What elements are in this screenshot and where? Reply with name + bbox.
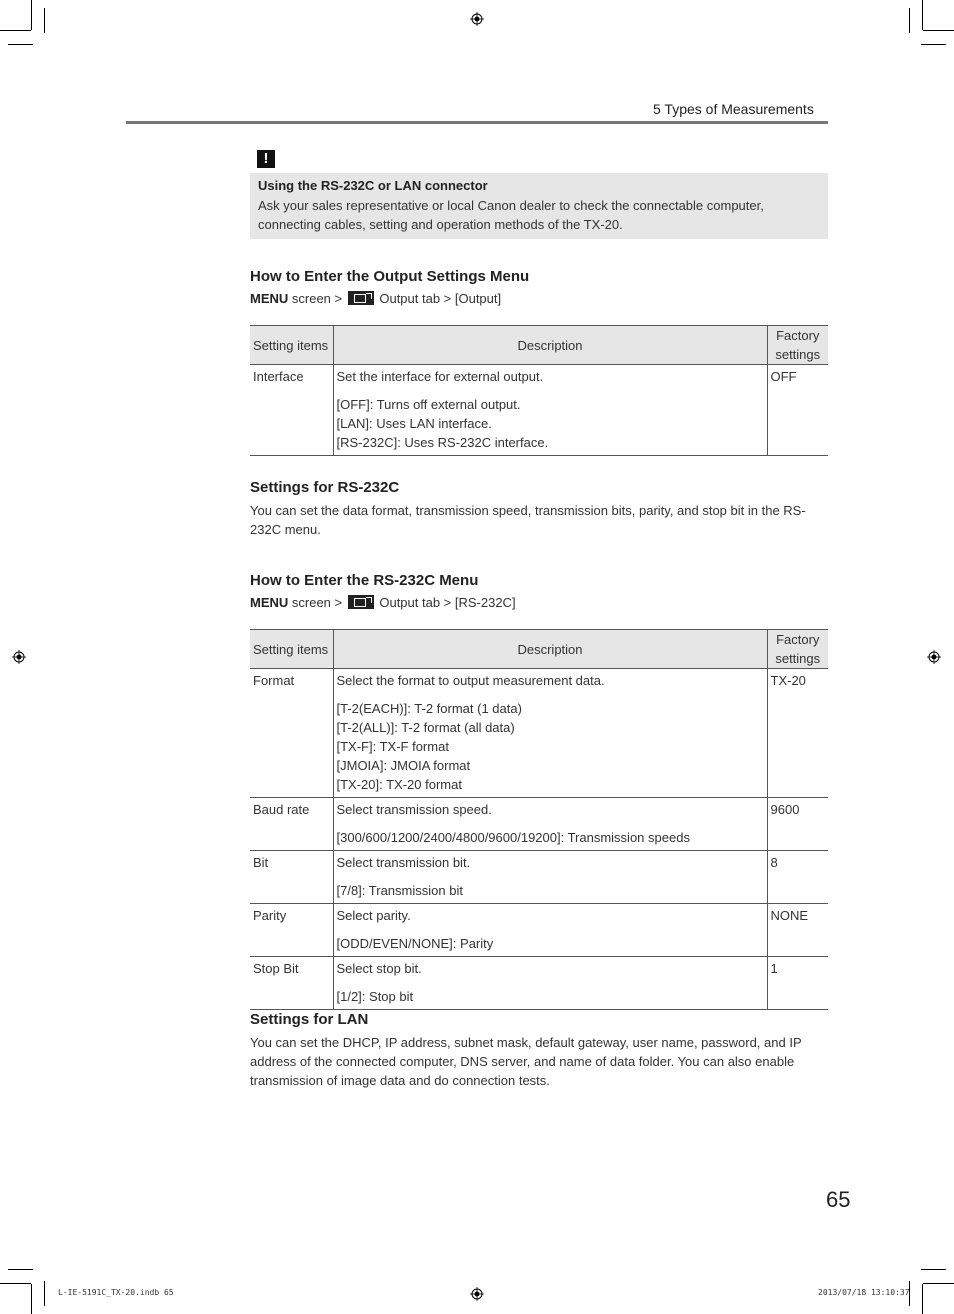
rs232c-menu-heading: How to Enter the RS-232C Menu — [250, 572, 479, 589]
table-row: Bit Select transmission bit. [7/8]: Transmission bit 8 — [250, 851, 828, 904]
rs232c-settings-heading: Settings for RS-232C — [250, 479, 400, 496]
rs232c-menu-path: MENU screen > Output tab > [RS-232C] — [250, 595, 516, 610]
col-header-description: Description — [333, 630, 767, 669]
running-header: 5 Types of Measurements — [653, 101, 814, 117]
table-row: Baud rate Select transmission speed. [300/600/1200/2400/4800/9600/19200]: Transmission speeds 9600 — [250, 798, 828, 851]
menu-label: MENU — [250, 595, 289, 610]
slug-file: L-IE-5191C_TX-20.indb 65 — [58, 1288, 174, 1297]
caution-icon: ! — [257, 150, 275, 168]
caution-note-body: Ask your sales representative or local Canon dealer to check the connectable computer, connecting cables, setting and operation methods of the TX-20. — [258, 198, 764, 232]
header-rule — [126, 121, 828, 124]
col-header-factory: Factory settings — [767, 630, 828, 669]
page-number: 65 — [826, 1187, 851, 1212]
col-header-setting-items: Setting items — [250, 326, 333, 365]
lan-settings-heading: Settings for LAN — [250, 1011, 369, 1028]
rs232c-settings-body: You can set the data format, transmission speed, transmission bits, parity, and stop bit in the RS-232C menu. — [250, 503, 806, 537]
registration-mark-icon — [470, 1287, 484, 1301]
slug-timestamp: 2013/07/18 13:10:37 — [818, 1288, 910, 1297]
registration-mark-icon — [927, 650, 941, 664]
table-row: Format Select the format to output measurement data. [T-2(EACH)]: T-2 format (1 data) [T-2(ALL)]: T-2 format (all data) [TX-F]: TX-F format [JMOIA]: JMOIA format [TX-20]: TX-20 format TX-20 — [250, 669, 828, 798]
table-row: Stop Bit Select stop bit. [1/2]: Stop bit 1 — [250, 957, 828, 1010]
output-tab-icon — [348, 291, 374, 305]
col-header-factory: Factory settings — [767, 326, 828, 365]
col-header-description: Description — [333, 326, 767, 365]
output-tab-icon — [348, 595, 374, 609]
output-menu-heading: How to Enter the Output Settings Menu — [250, 268, 530, 285]
output-menu-path: MENU screen > Output tab > [Output] — [250, 291, 502, 306]
caution-note-title: Using the RS-232C or LAN connector — [258, 178, 488, 193]
table-row: Parity Select parity. [ODD/EVEN/NONE]: Parity NONE — [250, 904, 828, 957]
registration-mark-icon — [470, 12, 484, 26]
lan-settings-body: You can set the DHCP, IP address, subnet mask, default gateway, user name, password, and IP address of the connected computer, DNS server, and name of data folder. You can also enable transmission of image data and do connection tests. — [250, 1035, 802, 1088]
rs232c-settings-table — [250, 629, 828, 1010]
table-row: Interface Set the interface for external output. [OFF]: Turns off external output. [LAN]: Uses LAN interface. [RS-232C]: Uses RS-232C interface. OFF — [250, 365, 828, 456]
col-header-setting-items: Setting items — [250, 630, 333, 669]
menu-label: MENU — [250, 291, 289, 306]
output-settings-table — [250, 325, 828, 456]
registration-mark-icon — [12, 650, 26, 664]
